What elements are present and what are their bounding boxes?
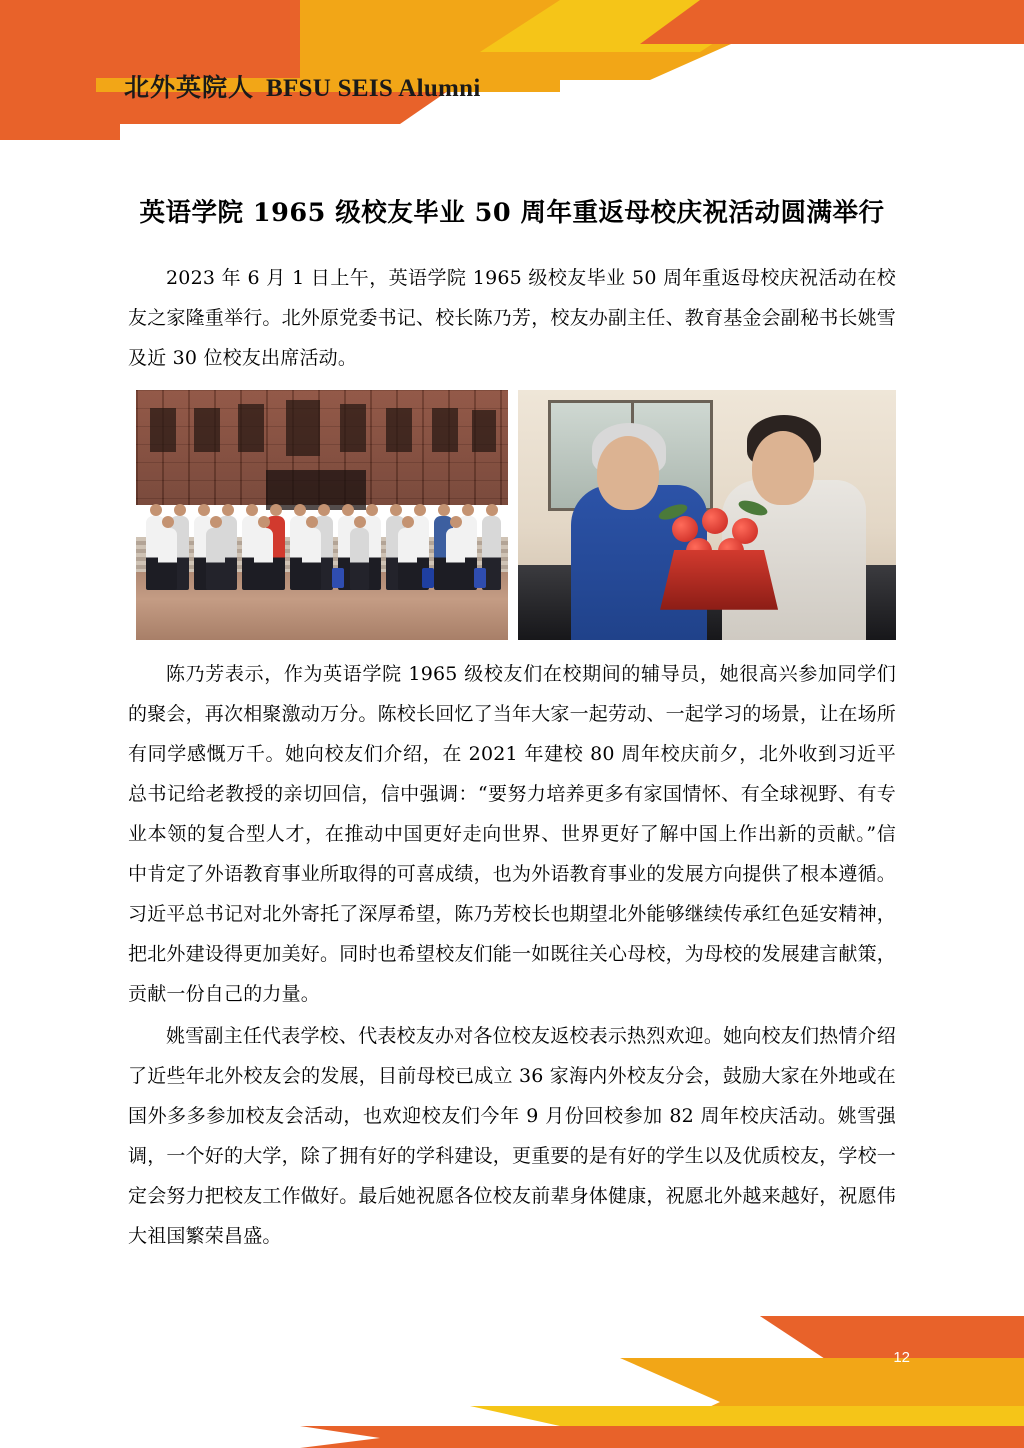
page-number: 12 <box>893 1349 910 1366</box>
document-header <box>124 68 481 104</box>
photo-row <box>136 390 896 640</box>
bottom-decoration <box>0 1298 1024 1448</box>
bouquet-flowers <box>654 500 784 610</box>
two-alumni-with-bouquet <box>518 390 896 640</box>
article-title: 英语学院 1965 级校友毕业 50 周年重返母校庆祝活动圆满举行 <box>139 198 885 228</box>
header-title-cn: 北外英院人 <box>124 73 255 102</box>
article-paragraph-3: 姚雪副主任代表学校、代表校友办对各位校友返校表示热烈欢迎。她向校友们热情介绍了近些年北外校友会的发展，目前母校已成立 36 家海内外校友分会，鼓励大家在外地或在国外多多参加校友会活动，也欢迎校友们今年 9 月份回校参加 82 周年校庆活动。姚雪强调，一个好的大学，除了拥有好的学科建设，更重要的是有好的学生以及优质校友，学校一定会努力把校友工作做好。最后她祝愿各位校友前辈身体健康，祝愿北外越来越好，祝愿伟大祖国繁荣昌盛。 <box>128 1024 897 1247</box>
article-paragraph-2: 陈乃芳表示，作为英语学院 1965 级校友们在校期间的辅导员，她很高兴参加同学们的聚会，再次相聚激动万分。陈校长回忆了当年大家一起劳动、一起学习的场景，让在场所有同学感慨万千。她向校友们介绍，在 2021 年建校 80 周年校庆前夕，北外收到习近平总书记给老教授的亲切回信，信中强调：“要努力培养更多有家国情怀、有全球视野、有专业本领的复合型人才，在推动中国更好走向世界、世界更好了解中国上作出新的贡献。”信中肯定了外语教育事业所取得的可喜成绩，也为外语教育事业的发展方向提供了根本遵循。习近平总书记对北外寄托了深厚希望，陈乃芳校长也期望北外能够继续传承红色延安精神，把北外建设得更加美好。同时也希望校友们能一如既往关心母校，为母校的发展建言献策，贡献一份自己的力量。 <box>128 662 897 1005</box>
group-photo-alumni-campus <box>136 390 508 640</box>
article-body <box>128 196 896 1258</box>
header-title-en: BFSU SEIS Alumni <box>266 75 481 102</box>
photo-crowd <box>136 480 508 590</box>
article-paragraph-1: 2023 年 6 月 1 日上午，英语学院 1965 级校友毕业 50 周年重返母校庆祝活动在校友之家隆重举行。北外原党委书记、校长陈乃芳，校友办副主任、教育基金会副秘书长姚雪及近 30 位校友出席活动。 <box>128 266 897 369</box>
